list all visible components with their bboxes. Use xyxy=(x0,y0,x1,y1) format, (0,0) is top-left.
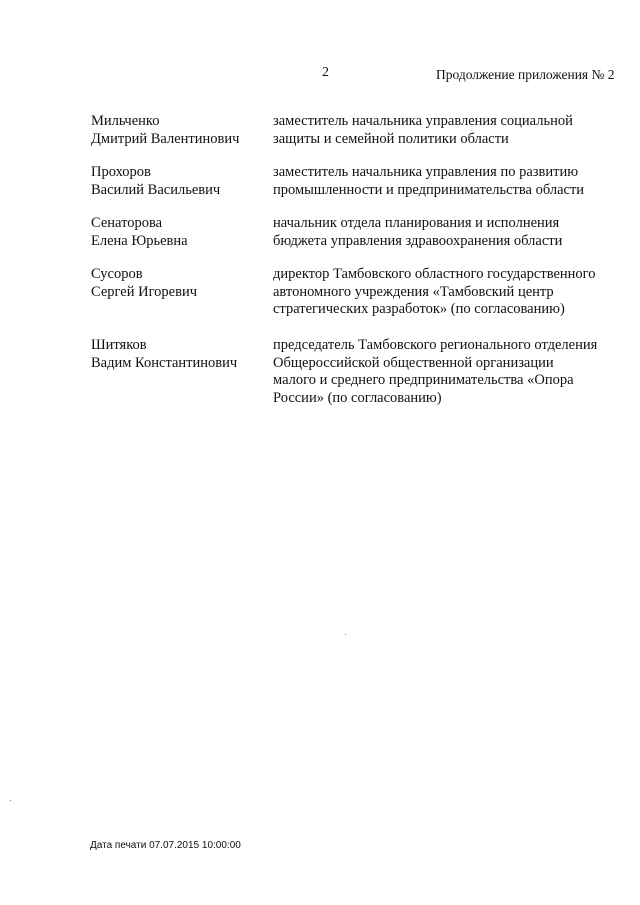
position-line: малого и среднего предпринимательства «Опора xyxy=(273,372,574,388)
member-given-names: Елена Юрьевна xyxy=(91,232,188,249)
position-line: защиты и семейной политики области xyxy=(273,130,509,147)
member-name xyxy=(91,164,261,199)
member-given-names: Дмитрий Валентинович xyxy=(91,130,240,147)
position-line: начальник отдела планирования и исполнения xyxy=(273,215,560,231)
page-number: 2 xyxy=(322,65,329,80)
position-line: промышленности и предпринимательства области xyxy=(273,181,585,198)
member-given-names: Вадим Константинович xyxy=(91,354,238,371)
position-line: заместитель начальника управления по развитию xyxy=(273,164,579,180)
position-line: автономного учреждения «Тамбовский центр xyxy=(273,283,554,300)
position-line: председатель Тамбовского регионального отделения xyxy=(273,337,598,353)
member-surname: Шитяков xyxy=(91,337,147,353)
member-surname: Сенаторова xyxy=(91,215,163,231)
member-name xyxy=(91,215,261,250)
position-line: директор Тамбовского областного государственного xyxy=(273,266,596,282)
scan-speck xyxy=(345,634,346,635)
position-line: Общероссийской общественной организации xyxy=(273,354,554,371)
member-given-names: Сергей Игоревич xyxy=(91,283,198,300)
position-line: заместитель начальника управления социальной xyxy=(273,113,573,129)
member-surname: Сусоров xyxy=(91,266,143,282)
scan-speck xyxy=(10,800,11,801)
member-position xyxy=(273,113,623,148)
member-position xyxy=(273,164,623,199)
member-position xyxy=(273,266,623,319)
member-position xyxy=(273,337,623,407)
member-name xyxy=(91,337,261,372)
position-line: России» (по согласованию) xyxy=(273,389,442,406)
position-line: бюджета управления здравоохранения области xyxy=(273,232,563,249)
appendix-continuation-note: Продолжение приложения № 2 xyxy=(436,67,615,82)
member-position xyxy=(273,215,623,250)
member-given-names: Василий Васильевич xyxy=(91,181,221,198)
member-name xyxy=(91,266,261,301)
position-line: стратегических разработок» (по согласованию) xyxy=(273,301,565,317)
member-name xyxy=(91,113,261,148)
print-date-footer: Дата печати 07.07.2015 10:00:00 xyxy=(90,840,241,851)
member-surname: Прохоров xyxy=(91,164,151,180)
member-surname: Мильченко xyxy=(91,113,160,129)
